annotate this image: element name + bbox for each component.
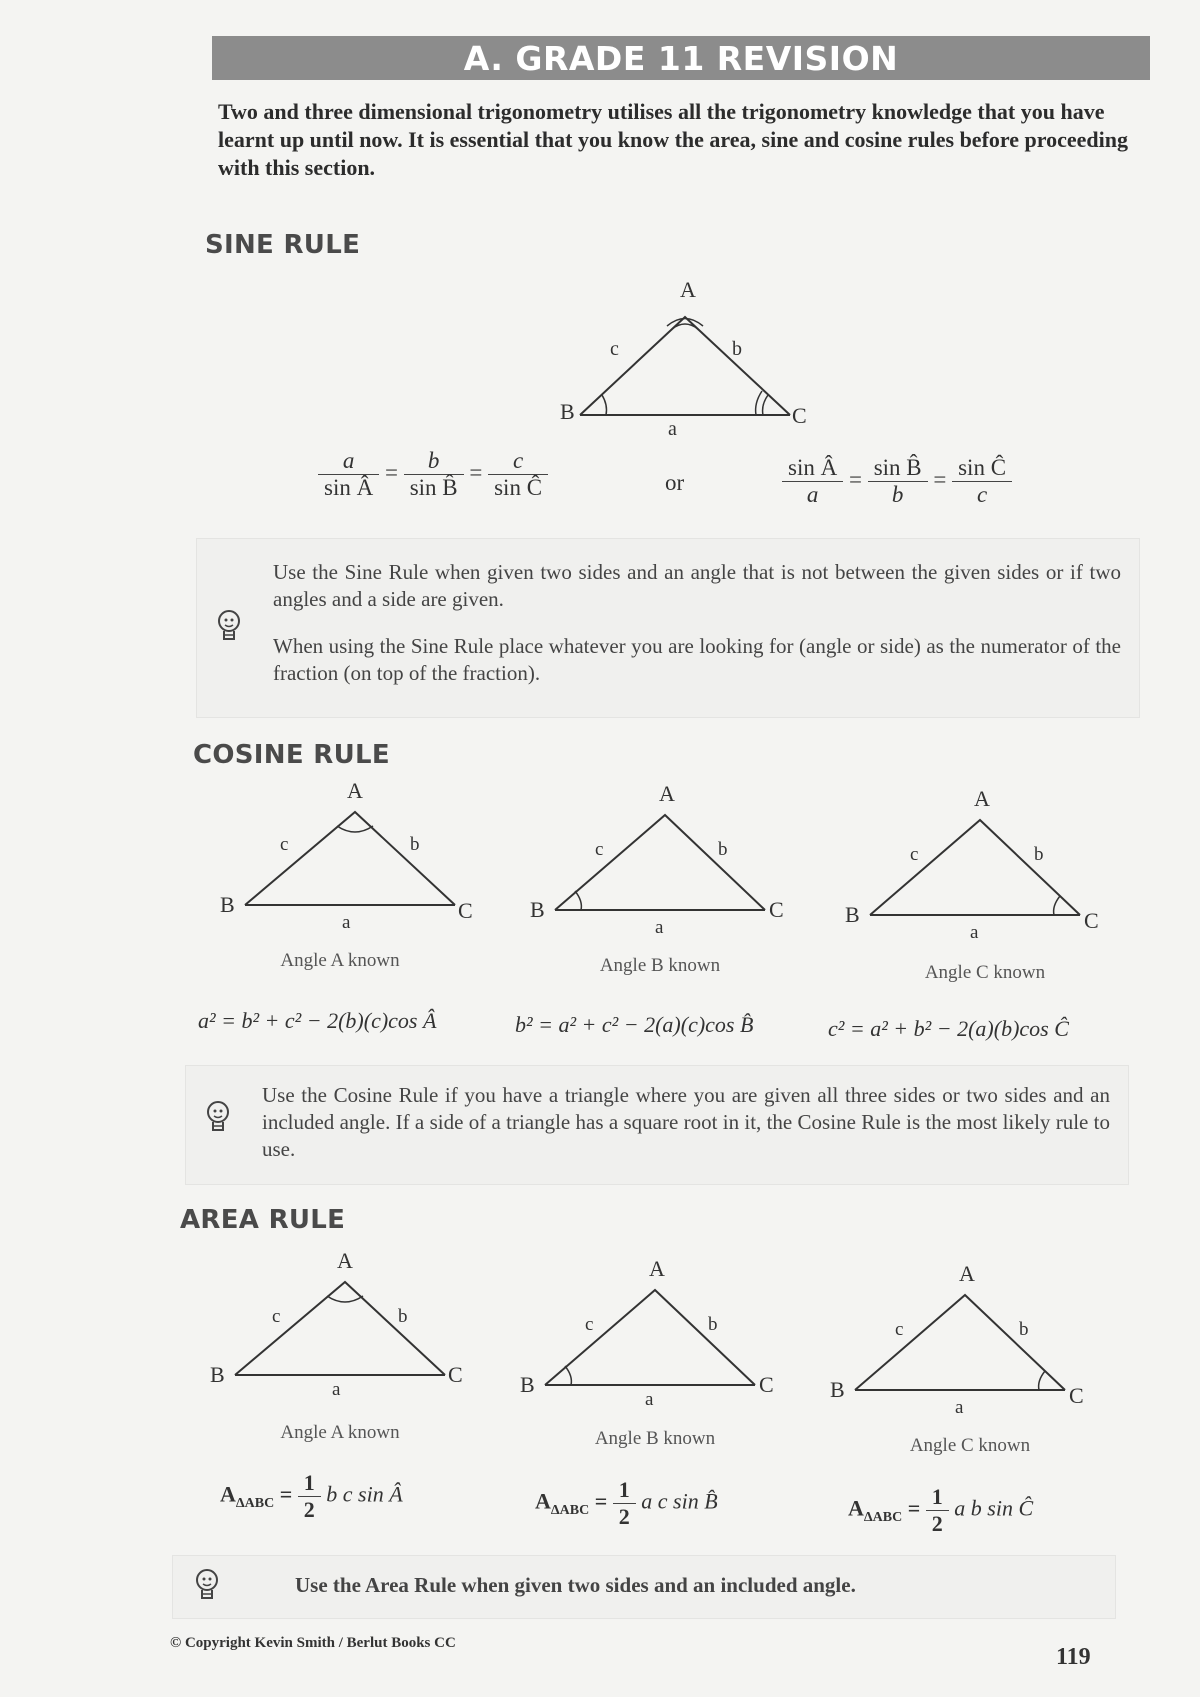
sine-rule-heading: SINE RULE xyxy=(205,230,361,260)
area-tip-box xyxy=(172,1555,1116,1619)
sine-tip-box xyxy=(196,538,1140,718)
cosine-tip: Use the Cosine Rule if you have a triangle where you are given all three sides or two sides and an included angle. If a side of a triangle has a square root in it, the Cosine Rule is the most likely rule to use. xyxy=(262,1083,1110,1161)
cosine-triangle-A xyxy=(215,778,475,933)
cosine-formula-B: b² = a² + c² − 2(a)(c)cos B̂ xyxy=(515,1012,754,1037)
svg-text:c: c xyxy=(272,1306,281,1327)
svg-text:a: a xyxy=(955,1397,964,1418)
or-label: or xyxy=(665,470,685,495)
area-formula-A: $A_{\Delta ABC}$ = $\frac{1}{2}$ b c sin Â xyxy=(220,1470,403,1522)
svg-text:B: B xyxy=(845,902,860,927)
svg-text:C: C xyxy=(1069,1383,1084,1408)
section-banner: A. GRADE 11 REVISION xyxy=(212,36,1150,80)
svg-text:c: c xyxy=(595,839,604,860)
svg-text:c: c xyxy=(280,834,289,855)
sine-rule-sides-formula: $\frac{a}{\text{sin Â}}$ = $\frac{b}{\text{sin B̂}}$ = $\frac{c}{\text{sin Ĉ}}$ xyxy=(318,448,548,501)
intro-paragraph: Two and three dimensional trigonometry utilises all the trigonometry knowledge that you have learnt up until now. It is essential that you know the area, sine and cosine rules before proceeding with this section. xyxy=(218,99,1129,180)
area-caption-A: Angle A known xyxy=(280,1422,400,1443)
vertex-C: C xyxy=(792,403,807,428)
svg-text:B: B xyxy=(220,892,235,917)
svg-text:A: A xyxy=(959,1261,975,1286)
cosine-caption-C: Angle C known xyxy=(924,962,1046,983)
sine-rule-angles-formula: $\frac{\text{sin Â}}{a}$ = $\frac{\text{sin B̂}}{b}$ = $\frac{\text{sin Ĉ}}{c}$ xyxy=(782,455,1012,508)
copyright-footer: © Copyright Kevin Smith / Berlut Books CC xyxy=(170,1635,456,1651)
svg-text:A: A xyxy=(974,786,990,811)
side-a: a xyxy=(668,418,677,440)
svg-text:c: c xyxy=(910,844,919,865)
area-triangle-B xyxy=(515,1256,775,1410)
svg-text:C: C xyxy=(448,1362,463,1387)
area-caption-C: Angle C known xyxy=(909,1435,1031,1456)
vertex-A: A xyxy=(680,277,696,302)
svg-text:a: a xyxy=(342,912,351,933)
cosine-caption-A: Angle A known xyxy=(280,950,400,971)
side-c: c xyxy=(610,338,619,360)
cosine-caption-B: Angle B known xyxy=(599,955,721,976)
area-triangle-A xyxy=(205,1250,465,1400)
svg-text:B: B xyxy=(530,897,545,922)
area-formula-C: $A_{\Delta ABC}$ = $\frac{1}{2}$ a b sin Ĉ xyxy=(848,1484,1034,1536)
area-caption-B: Angle B known xyxy=(594,1428,716,1449)
svg-text:A: A xyxy=(649,1256,665,1281)
svg-text:A: A xyxy=(659,781,675,806)
area-formula-B: $A_{\Delta ABC}$ = $\frac{1}{2}$ a c sin B̂ xyxy=(535,1477,718,1529)
sine-tip-1: Use the Sine Rule when given two sides and an angle that is not between the given sides or if two angles and a side are given. xyxy=(273,560,1121,611)
svg-text:a: a xyxy=(332,1379,341,1400)
sine-tip-2: When using the Sine Rule place whatever you are looking for (angle or side) as the numerator of the fraction (on top of the fraction). xyxy=(273,634,1121,685)
lightbulb-icon xyxy=(204,1100,232,1136)
svg-text:B: B xyxy=(520,1372,535,1397)
svg-text:a: a xyxy=(655,917,664,938)
svg-text:C: C xyxy=(458,898,473,923)
cosine-tip-box xyxy=(185,1065,1129,1185)
svg-text:b: b xyxy=(398,1306,408,1327)
svg-text:b: b xyxy=(718,839,728,860)
svg-text:B: B xyxy=(830,1377,845,1402)
area-rule-heading: AREA RULE xyxy=(180,1205,346,1235)
svg-text:A: A xyxy=(347,778,363,803)
svg-text:C: C xyxy=(769,897,784,922)
svg-text:b: b xyxy=(410,834,420,855)
svg-text:A: A xyxy=(337,1248,353,1273)
svg-text:b: b xyxy=(1019,1319,1029,1340)
cosine-formula-C: c² = a² + b² − 2(a)(b)cos Ĉ xyxy=(828,1016,1069,1041)
side-b: b xyxy=(732,338,742,360)
svg-text:C: C xyxy=(759,1372,774,1397)
svg-text:c: c xyxy=(585,1314,594,1335)
svg-text:a: a xyxy=(645,1389,654,1410)
vertex-B: B xyxy=(560,399,575,424)
cosine-rule-heading: COSINE RULE xyxy=(193,740,390,770)
svg-text:B: B xyxy=(210,1362,225,1387)
lightbulb-icon xyxy=(215,609,243,645)
page-number: 119 xyxy=(1056,1644,1091,1670)
cosine-triangle-B xyxy=(525,781,785,938)
cosine-triangle-C xyxy=(840,786,1100,943)
area-triangle-C xyxy=(825,1261,1085,1418)
svg-text:b: b xyxy=(708,1314,718,1335)
svg-text:b: b xyxy=(1034,844,1044,865)
svg-text:c: c xyxy=(895,1319,904,1340)
area-tip: Use the Area Rule when given two sides and an included angle. xyxy=(295,1573,856,1597)
svg-text:a: a xyxy=(970,922,979,943)
lightbulb-icon xyxy=(193,1568,221,1604)
cosine-formula-A: a² = b² + c² − 2(b)(c)cos Â xyxy=(198,1008,437,1033)
sine-triangle xyxy=(540,275,807,440)
svg-text:C: C xyxy=(1084,908,1099,933)
